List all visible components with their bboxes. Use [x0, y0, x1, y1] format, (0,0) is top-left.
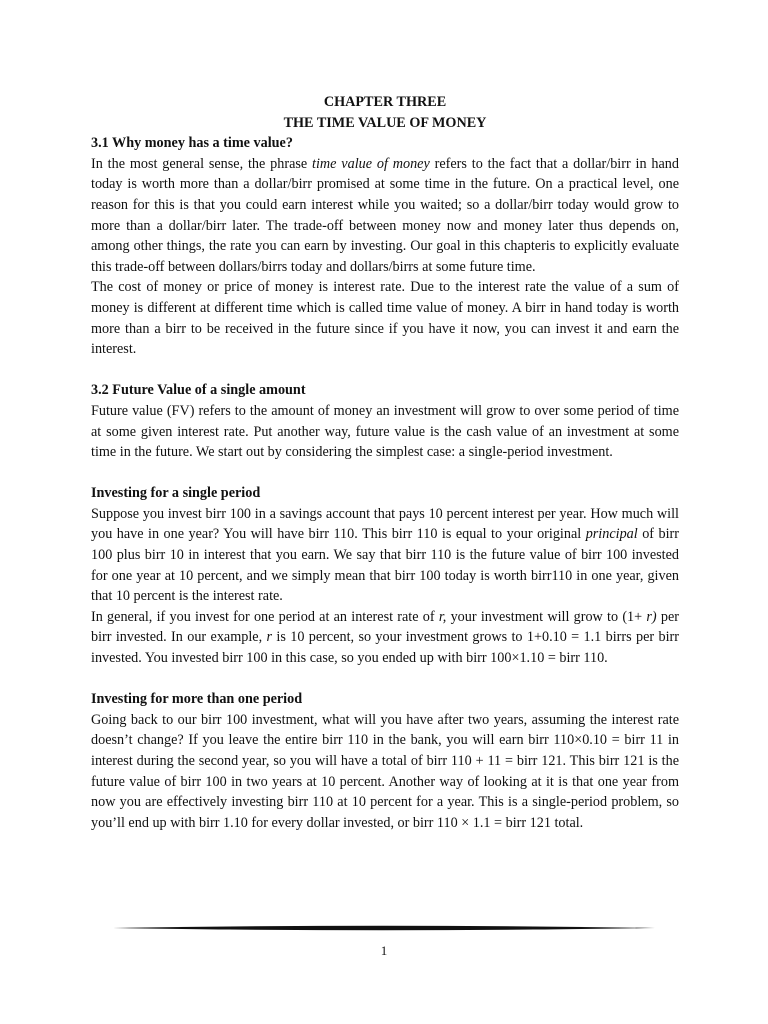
paragraph-time-value-intro — [91, 154, 679, 278]
paragraph-multi-period-example: Going back to our birr 100 investment, what will you have after two years, assuming the interest rate doesn’t change? If you leave the entire birr 110 in the bank, you will earn birr 110×0.10 = birr 11 in interest during the second year, so you will have a total of birr 110 + 11 = birr 121. This birr 121 is the future value of birr 100 in two years at 10 percent. Another way of looking at it is that one year from now you are effectively investing birr 110 at 10 percent for a year. This is a single-period problem, so you’ll end up with birr 1.10 for every dollar invested, or birr 110 × 1.1 = birr 121 total. — [91, 711, 679, 831]
footer-rule — [113, 925, 655, 931]
text-run: is 10 percent, so your investment grows to 1+0.10 = 1.1 birrs per birr invested. You invested birr 100 in this case, so you ended up with birr 100×1.10 = birr 110. — [91, 629, 679, 667]
chapter-label: CHAPTER THREE — [323, 94, 447, 110]
spacer — [91, 360, 679, 381]
paragraph-single-period-general — [91, 607, 679, 669]
spacer — [91, 669, 679, 690]
emphasis-r: r, — [438, 608, 447, 625]
section-heading-3-1: 3.1 Why money has a time value? — [91, 135, 293, 152]
paragraph-future-value-definition: Future value (FV) refers to the amount of money an investment will grow to over some period of time at some given interest rate. Put another way, future value is the cash value of an investment at some time in the future. We start out by considering the simplest case: a single-period investment. — [91, 402, 679, 461]
page-number: 1 — [380, 943, 388, 958]
text-run: per birr invested. In our example, — [91, 608, 679, 646]
text-run: In the most general sense, the phrase — [91, 155, 313, 172]
subheading-multi-period: Investing for more than one period — [91, 691, 303, 708]
document-page — [91, 92, 679, 833]
subheading-single-period: Investing for a single period — [91, 485, 261, 502]
section-heading-3-2: 3.2 Future Value of a single amount — [91, 382, 306, 399]
emphasis-time-value-of-money: time value of money — [312, 155, 430, 172]
text-run: your investment will grow to (1+ — [446, 608, 647, 625]
emphasis-r: r — [266, 629, 273, 646]
emphasis-principal: principal — [585, 526, 638, 543]
text-run: In general, if you invest for one period at an interest rate of — [91, 608, 439, 625]
spacer — [91, 463, 679, 484]
text-run: refers to the fact that a dollar/birr in hand today is worth more than a dollar/birr promised at some time in the future. On a practical level, one reason for this is that you could earn interest while you waited; so a dollar/birr today would grow to more than a dollar/birr later. The trade-off between money now and money later thus depends on, among other things, the rate you can earn by investing. Our goal in this chapteris to explicitly evaluate this trade-off between dollars/birrs today and dollars/birrs at some future time. — [91, 155, 679, 275]
emphasis-r: r) — [646, 608, 657, 625]
paragraph-single-period-example — [91, 504, 679, 607]
text-run: Suppose you invest birr 100 in a savings account that pays 10 percent interest per year. How much will you have in one year? You will have birr 110. This birr 110 is equal to your original — [91, 505, 679, 543]
text-run: of birr 100 plus birr 10 in interest that you earn. We say that birr 110 is the future value of birr 100 invested for one year at 10 percent, and we simply mean that birr 100 today is worth birr110 in one year, given that 10 percent is the interest rate. — [91, 526, 679, 605]
chapter-title: THE TIME VALUE OF MONEY — [283, 114, 487, 131]
paragraph-cost-of-money: The cost of money or price of money is interest rate. Due to the interest rate the value of a sum of money is different at different time which is called time value of money. A birr in hand today is worth more than a birr to be received in the future since if you have it now, you can invest it and earn the interest. — [91, 279, 679, 358]
